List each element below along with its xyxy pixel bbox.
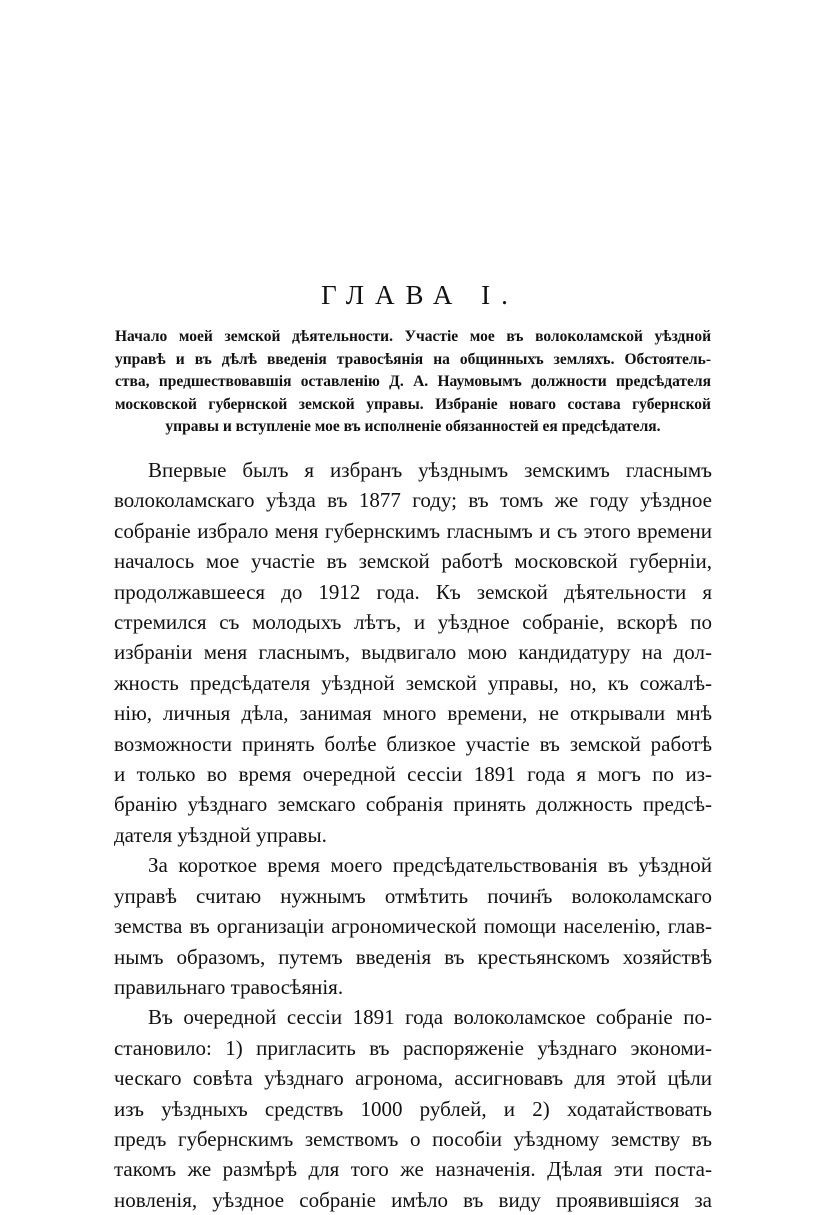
text-line: такомъ же размѣрѣ для того же назначенія. Дѣлая эти поста-: [114, 1157, 712, 1182]
text-line: Въ очередной сессіи 1891 года волоколамское собраніе по-: [148, 1005, 712, 1030]
text-line: и только во время очередной сессіи 1891 года я могъ по из-: [114, 762, 712, 787]
summary-line: ства, предшествовавшія оставленію Д. А. Наумовымъ должности предсѣдателя: [115, 373, 711, 390]
text-line: новленія, уѣздное собраніе имѣло въ виду проявившіяся за: [114, 1187, 712, 1212]
text-line: ческаго совѣта уѣзднаго агронома, ассигновавъ для этой цѣли: [114, 1066, 712, 1091]
paragraph-1: [114, 455, 712, 850]
text-line: бранію уѣзднаго земскаго собранія принять должность предсѣ-: [114, 792, 712, 817]
text-line: стремился съ молодыхъ лѣтъ, и уѣздное собраніе, вскорѣ по: [114, 610, 712, 635]
text-line: За короткое время моего предсѣдательствованія въ уѣздной: [148, 853, 712, 878]
summary-line: управѣ и въ дѣлѣ введенія травосѣянія на общинныхъ земляхъ. Обстоятель-: [115, 350, 711, 368]
text-line: правильнаго травосѣянія.: [114, 974, 344, 999]
text-line: становило: 1) пригласить въ распоряженіе уѣзднаго экономи-: [114, 1035, 712, 1060]
text-line: нымъ образомъ, путемъ введенія въ крестьянскомъ хозяйствѣ: [114, 944, 712, 969]
paragraph-3: [114, 1002, 712, 1215]
text-line: земства въ организаціи агрономической помощи населенію, глав-: [114, 914, 712, 939]
text-line: собраніе избрало меня губернскимъ гласнымъ и съ этого времени: [114, 518, 712, 543]
body-text: [114, 455, 712, 1215]
text-line: избраніи меня гласнымъ, выдвигало мою кандидатуру на дол-: [114, 640, 712, 665]
text-line: Впервые былъ я избранъ уѣзднымъ земскимъ гласнымъ: [148, 458, 712, 482]
text-line: дателя уѣздной управы.: [114, 822, 327, 847]
text-line: началось мое участіе въ земской работѣ московской губерніи,: [114, 549, 712, 574]
text-line: нію, личныя дѣла, занимая много времени, не открывали мнѣ: [114, 701, 712, 726]
text-line: изъ уѣздныхъ средствъ 1000 рублей, и 2) ходатайствовать: [114, 1096, 712, 1121]
text-line: управѣ считаю нужнымъ отмѣтить почин҃ъ волоколамскаго: [114, 883, 712, 908]
chapter-title: ГЛАВА I.: [321, 280, 519, 310]
text-line: продолжавшееся до 1912 года. Къ земской дѣятельности я: [114, 579, 712, 604]
summary-line: управы и вступленіе мое въ исполненіе обязанностей ея предсѣдателя.: [165, 418, 661, 435]
text-line: жность предсѣдателя уѣздной земской управы, но, къ сожалѣ-: [114, 670, 712, 695]
text-line: волоколамскаго уѣзда въ 1877 году; въ томъ же году уѣздное: [114, 488, 712, 513]
paragraph-2: [114, 850, 712, 1002]
summary-line: московской губернской земской управы. Избраніе новаго состава губернской: [115, 395, 711, 413]
text-line: предъ губернскимъ земствомъ о пособіи уѣздному земству въ: [114, 1126, 712, 1151]
summary-line: Начало моей земской дѣятельности. Участіе мое въ волоколамской уѣздной: [115, 328, 711, 345]
text-line: возможности принять болѣе близкое участіе въ земской работѣ: [114, 731, 712, 756]
chapter-summary: [115, 326, 711, 439]
